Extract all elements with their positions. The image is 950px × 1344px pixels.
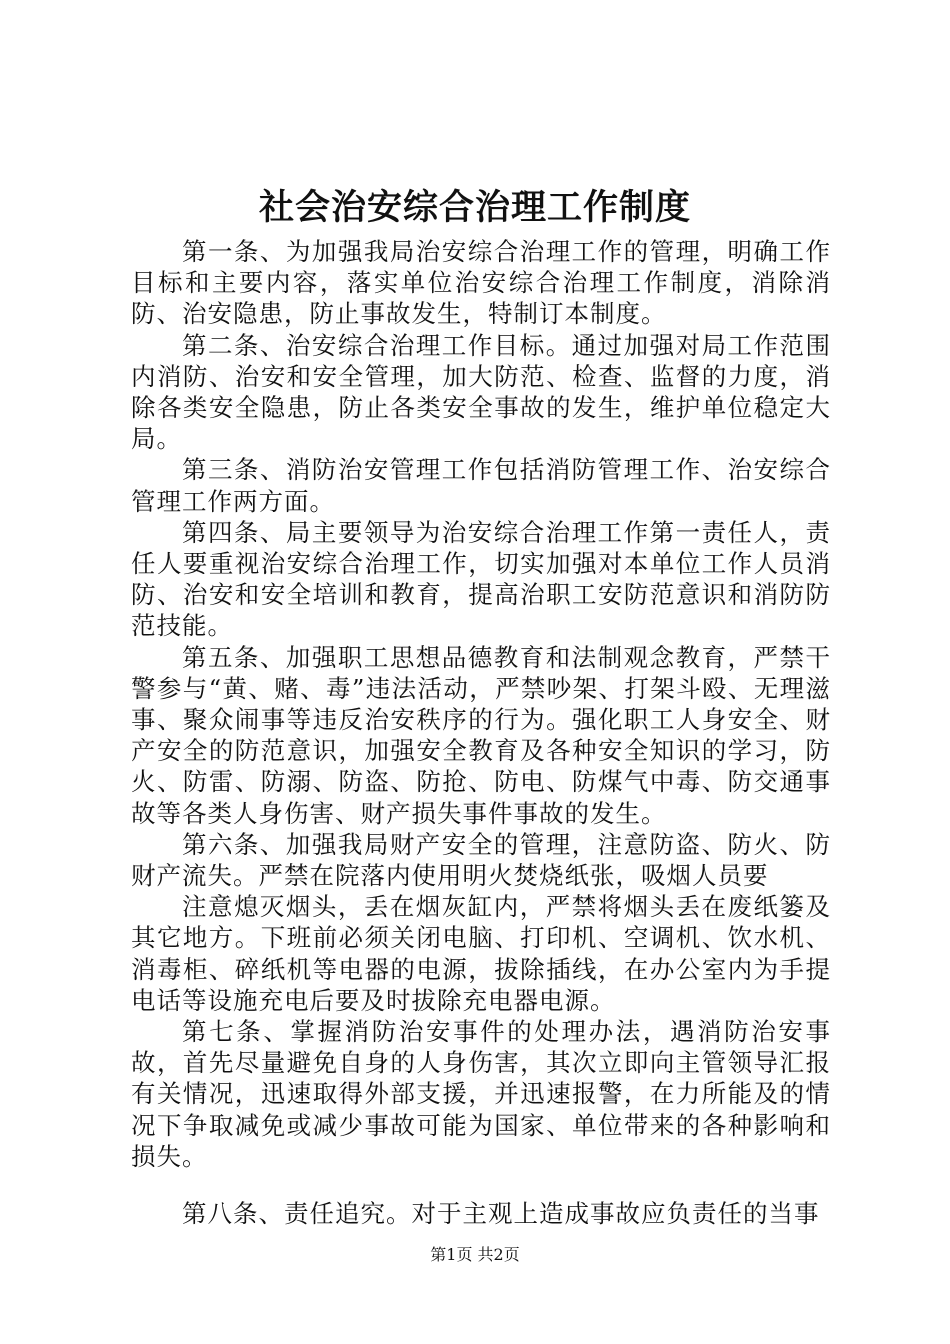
article-3-paragraph: 第三条、消防治安管理工作包括消防管理工作、治安综合管理工作两方面。 (131, 455, 831, 516)
article-8-paragraph: 第八条、责任追究。对于主观上造成事故应负责任的当事 (182, 1199, 820, 1229)
article-1-paragraph: 第一条、为加强我局治安综合治理工作的管理，明确工作目标和主要内容，落实单位治安综合治理工作制度，消除消防、治安隐患，防止事故发生，特制订本制度。 (131, 237, 831, 329)
document-body (131, 236, 831, 1229)
page-footer (0, 1245, 950, 1265)
article-5-paragraph: 第五条、加强职工思想品德教育和法制观念教育，严禁干警参与“黄、赌、毒”违法活动，严禁吵架、打架斗殴、无理滋事、聚众闹事等违反治安秩序的行为。强化职工人身安全、财产安全的防范意识，加强安全教育及各种安全知识的学习，防火、防雷、防溺、防盗、防抢、防电、防煤气中毒、防交通事故等各类人身伤害、财产损失事件事故的发生。 (131, 642, 831, 828)
article-4-paragraph: 第四条、局主要领导为治安综合治理工作第一责任人，责任人要重视治安综合治理工作，切实加强对本单位工作人员消防、治安和安全培训和教育，提高治职工安防范意识和消防防范技能。 (131, 517, 831, 641)
article-6-paragraph: 第六条、加强我局财产安全的管理，注意防盗、防火、防财产流失。严禁在院落内使用明火焚烧纸张，吸烟人员要 (131, 829, 831, 891)
article-2-paragraph: 第二条、治安综合治理工作目标。通过加强对局工作范围内消防、治安和安全管理，加大防范、检查、监督的力度，消除各类安全隐患，防止各类安全事故的发生，维护单位稳定大局。 (131, 330, 831, 454)
article-6-continuation-paragraph: 注意熄灭烟头，丢在烟灰缸内，严禁将烟头丢在废纸篓及其它地方。下班前必须关闭电脑、打印机、空调机、饮水机、消毒柜、碎纸机等电器的电源，拔除插线，在办公室内为手提电话等设施充电后要及时拔除充电器电源。 (131, 892, 831, 1015)
document-title: 社会治安综合治理工作制度 (258, 187, 691, 228)
article-7-paragraph: 第七条、掌握消防治安事件的处理办法，遇消防治安事故，首先尽量避免自身的人身伤害，其次立即向主管领导汇报有关情况，迅速取得外部支援，并迅速报警，在力所能及的情况下争取减免或减少事故可能为国家、单位带来的各种影响和损失。 (131, 1017, 831, 1171)
page-number-label: 第1页 共2页 (430, 1245, 520, 1264)
